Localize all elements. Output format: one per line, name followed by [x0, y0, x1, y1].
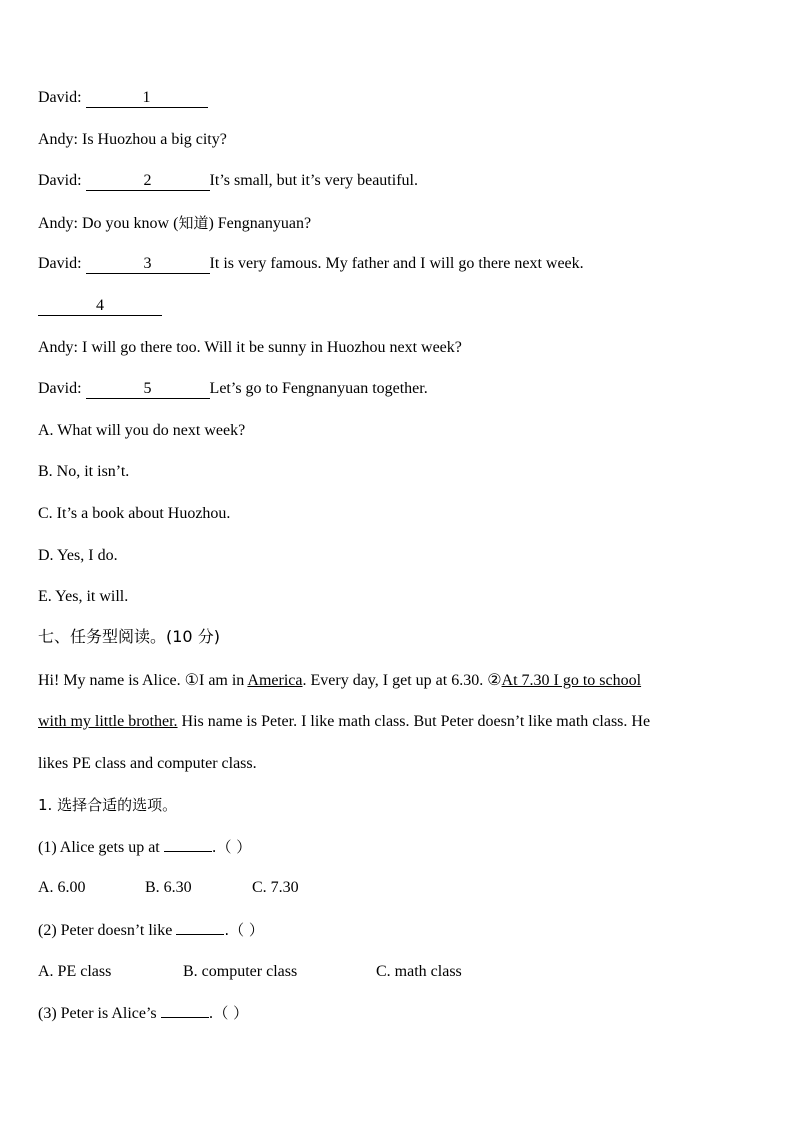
underlined-text: with my little brother. [38, 713, 178, 730]
option[interactable]: B. computer class [183, 963, 298, 980]
question-3 [38, 1003, 248, 1024]
dialogue-text: I will go there too. Will it be sunny in Huozhou next week? [82, 339, 462, 356]
passage-text: Hi! My name is Alice. ①I am in [38, 672, 248, 689]
question-blank[interactable] [176, 934, 224, 935]
speaker: Andy: [38, 131, 78, 148]
underlined-text: America [247, 672, 303, 689]
option-d: D. Yes, I do. [38, 547, 118, 564]
option-a: A. What will you do next week? [38, 422, 246, 439]
answer-blank-1[interactable]: 1 [86, 89, 208, 108]
dialogue-line-7 [38, 338, 462, 358]
option[interactable]: A. 6.00 [38, 879, 86, 896]
question-1 [38, 837, 251, 858]
dialogue-line-3 [38, 171, 418, 191]
answer-blank-5[interactable]: 5 [86, 380, 210, 399]
dialogue-line-5 [38, 254, 584, 274]
dialogue-line-2 [38, 130, 227, 150]
dialogue-text: It’s small, but it’s very beautiful. [209, 172, 418, 189]
speaker: David: [38, 172, 82, 189]
dialogue-text: Do you know ( [82, 215, 179, 232]
dialogue-text: Is Huozhou a big city? [82, 131, 227, 148]
task-instruction: 1. 选择合适的选项。 [38, 796, 178, 814]
question-text: (2) Peter doesn’t like [38, 922, 173, 939]
question-text: (1) Alice gets up at [38, 839, 160, 856]
dialogue-text-cjk: 知道 [178, 214, 209, 232]
dialogue-line-4 [38, 213, 311, 234]
speaker: David: [38, 255, 82, 272]
answer-paren[interactable]: .（ ） [224, 921, 264, 939]
option[interactable]: A. PE class [38, 963, 112, 980]
dialogue-text: Let’s go to Fengnanyuan together. [209, 380, 428, 397]
question-text: (3) Peter is Alice’s [38, 1005, 157, 1022]
dialogue-line-1 [38, 88, 208, 108]
passage-line-1 [38, 671, 641, 691]
answer-paren[interactable]: .（ ） [211, 838, 252, 856]
option[interactable]: C. math class [376, 963, 462, 980]
question-1-options [38, 878, 299, 898]
answer-blank-3[interactable]: 3 [86, 255, 210, 274]
underlined-text: At 7.30 I go to school [501, 672, 642, 689]
question-2 [38, 920, 264, 941]
passage-text: His name is Peter. I like math class. But Peter doesn’t like math class. He [177, 713, 651, 730]
speaker: Andy: [38, 215, 78, 232]
speaker: David: [38, 380, 82, 397]
option-b: B. No, it isn’t. [38, 463, 130, 480]
dialogue-line-6 [38, 296, 162, 316]
section-heading: 七、任务型阅读。(10 分) [38, 627, 220, 646]
speaker: David: [38, 89, 82, 106]
answer-blank-2[interactable]: 2 [86, 172, 210, 191]
passage-line-3: likes PE class and computer class. [38, 755, 257, 772]
answer-paren[interactable]: .（ ） [208, 1004, 249, 1022]
question-blank[interactable] [161, 1017, 209, 1018]
option-c: C. It’s a book about Huozhou. [38, 505, 231, 522]
question-blank[interactable] [164, 851, 212, 852]
question-2-options [38, 962, 462, 982]
passage-line-2 [38, 712, 650, 732]
option[interactable]: C. 7.30 [252, 879, 299, 896]
answer-blank-4[interactable]: 4 [38, 297, 162, 316]
dialogue-text: ) Fengnanyuan? [208, 215, 312, 232]
speaker: Andy: [38, 339, 78, 356]
dialogue-text: It is very famous. My father and I will go there next week. [209, 255, 584, 272]
dialogue-line-8 [38, 379, 428, 399]
passage-text: . Every day, I get up at 6.30. ② [302, 672, 502, 689]
option-e: E. Yes, it will. [38, 588, 129, 605]
option[interactable]: B. 6.30 [145, 879, 192, 896]
